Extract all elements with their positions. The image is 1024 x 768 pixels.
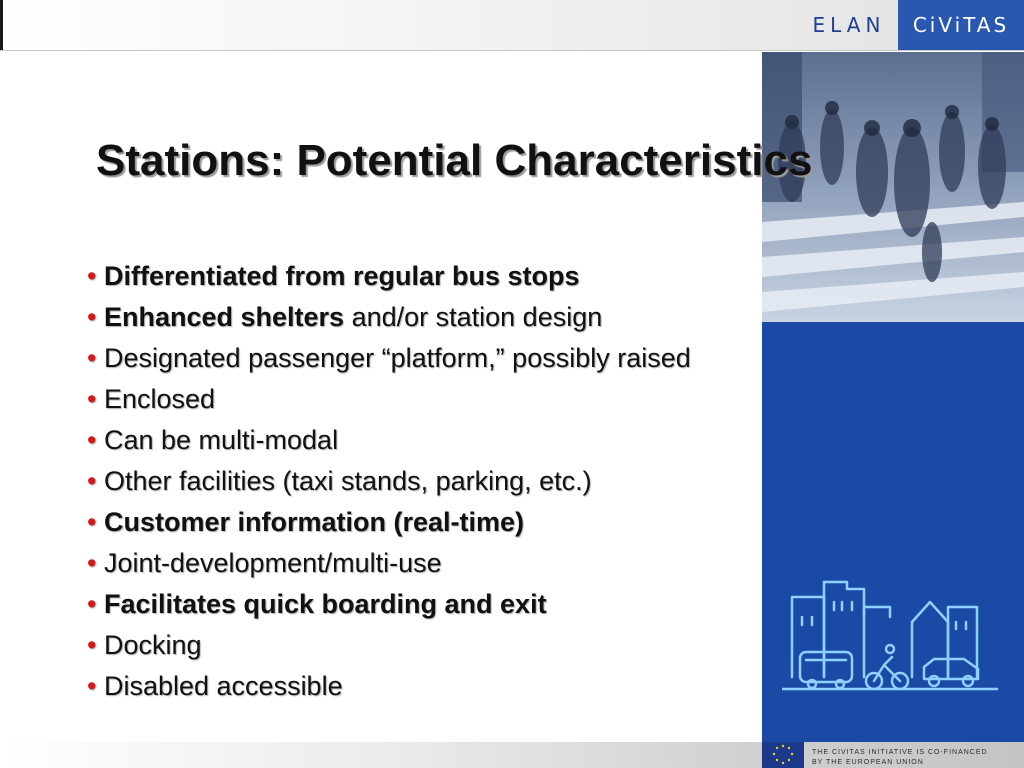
bullet-dot: • [87, 261, 97, 291]
bullet-dot: • [87, 343, 97, 373]
bullet-designated-platform [87, 338, 767, 379]
bullet-text: and/or station design [344, 302, 603, 332]
bullet-customer-information [87, 502, 767, 543]
characteristics-list [87, 256, 767, 707]
bullet-bold-text: Customer information (real-time) [103, 507, 525, 537]
blue-side-panel [762, 322, 1024, 742]
bullet-enclosed [87, 379, 767, 420]
slide-title: Stations: Potential Characteristics [96, 136, 813, 185]
bullet-dot: • [87, 302, 97, 332]
top-banner [0, 0, 1024, 51]
bullet-joint-development [87, 543, 767, 584]
left-accent-bar [0, 0, 3, 50]
elan-logo [800, 0, 898, 50]
bullet-text: Enclosed [103, 384, 216, 414]
bullet-text: Docking [103, 630, 202, 660]
city-transport-illustration [782, 577, 1002, 697]
bullet-dot: • [87, 589, 97, 619]
civitas-logo [898, 0, 1024, 50]
bullet-text: Other facilities (taxi stands, parking, etc.) [103, 466, 592, 496]
civitas-logo-text: CiViTAS [912, 13, 1010, 37]
bullet-differentiated [87, 256, 767, 297]
footer-line-2: BY THE EUROPEAN UNION [812, 759, 924, 766]
bullet-quick-boarding [87, 584, 767, 625]
crowd-crosswalk-photo [762, 52, 1024, 322]
bullet-dot: • [87, 630, 97, 660]
bullet-enhanced-shelters [87, 297, 767, 338]
elan-logo-text: ELAN [812, 13, 886, 37]
bullet-dot: • [87, 671, 97, 701]
eu-flag [762, 742, 804, 768]
bullet-bold-text: Differentiated from regular bus stops [103, 261, 580, 291]
footer-line-1: THE CIVITAS INITIATIVE IS CO-FINANCED [812, 749, 988, 756]
bullet-other-facilities [87, 461, 767, 502]
bullet-bold-text: Enhanced shelters [103, 302, 345, 332]
bullet-multi-modal [87, 420, 767, 461]
bullet-dot: • [87, 466, 97, 496]
bullet-dot: • [87, 507, 97, 537]
bullet-text: Can be multi-modal [103, 425, 339, 455]
bullet-docking [87, 625, 767, 666]
bullet-dot: • [87, 384, 97, 414]
eu-cofinance-note [812, 748, 1012, 768]
bullet-text: Disabled accessible [103, 671, 343, 701]
bullet-disabled-accessible [87, 666, 767, 707]
bullet-text: Joint-development/multi-use [103, 548, 442, 578]
crowd-photo-illustration [762, 52, 1024, 322]
eu-stars-icon [766, 742, 800, 768]
bullet-dot: • [87, 548, 97, 578]
bullet-dot: • [87, 425, 97, 455]
bullet-bold-text: Facilitates quick boarding and exit [103, 589, 547, 619]
bullet-text: Designated passenger “platform,” possibly raised [103, 343, 691, 373]
